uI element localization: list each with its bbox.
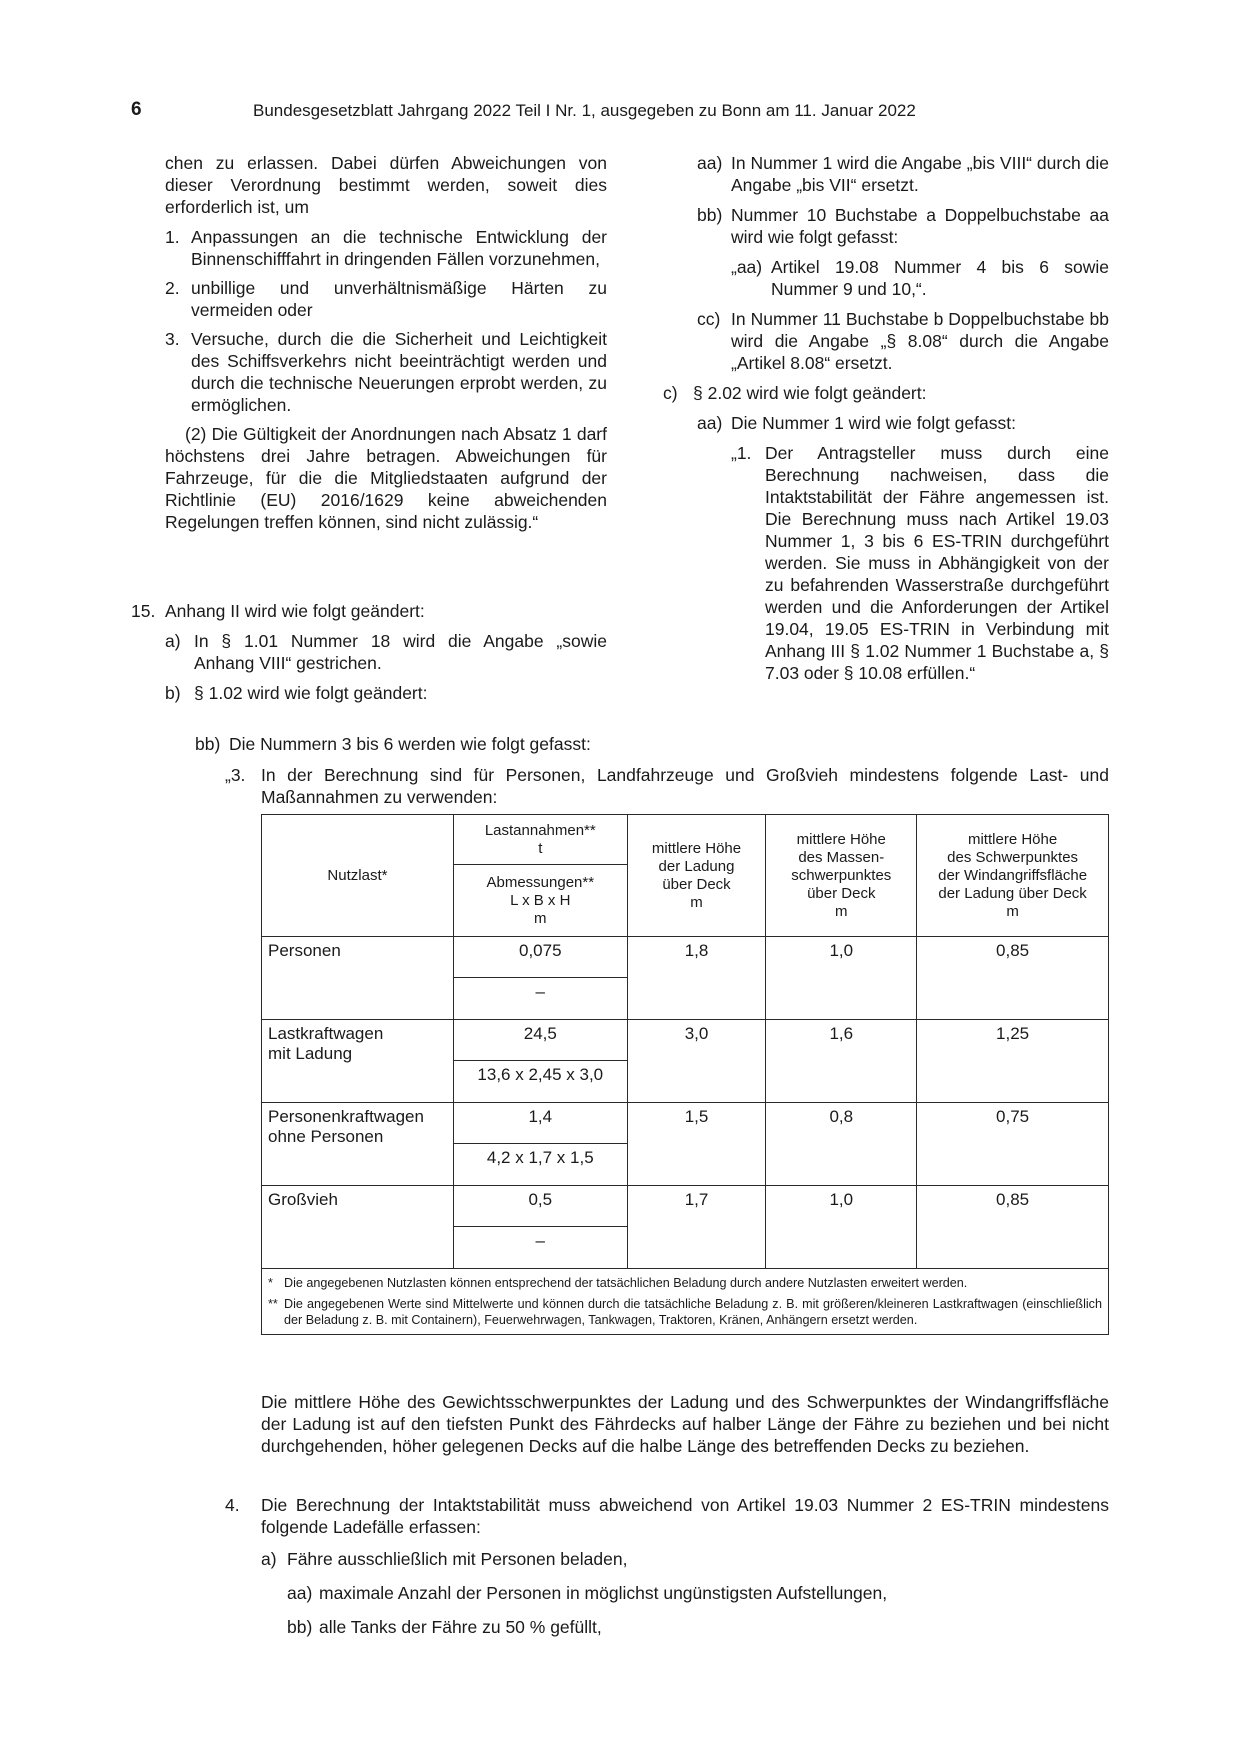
cell-abmessungen: – bbox=[453, 978, 627, 1020]
cell-last: 24,5 bbox=[453, 1020, 627, 1061]
cell-hoehe-masse: 0,8 bbox=[766, 1103, 917, 1186]
list-number: 1. bbox=[165, 227, 180, 247]
item-bb-lower bbox=[195, 733, 1109, 755]
item-text: Anhang II wird wie folgt geändert: bbox=[165, 601, 425, 621]
item-number: 15. bbox=[131, 601, 156, 621]
item-number: „3. bbox=[225, 765, 246, 785]
item-c-aa bbox=[697, 412, 1109, 434]
footnote-text: Die angegebenen Werte sind Mittelwerte und können durch die tatsächliche Beladung z. B. mit größeren/kleineren Lastkraftwagen (einschließlich der Beladung z. B. mit Containern), Feuerwehrwagen, Tankwagen, Traktoren, Kränen, Anhängern ersetzt werden. bbox=[284, 1297, 1102, 1327]
item-15-block bbox=[131, 600, 607, 704]
header-hoehe-windangriff: mittlere Höhe des Schwerpunktes der Windangriffsfläche der Ladung über Deck m bbox=[917, 815, 1109, 937]
intro-paragraph: chen zu erlassen. Dabei dürfen Abweichungen von dieser Verordnung bestimmt werden, soweit dies erforderlich ist, um bbox=[165, 153, 607, 217]
item-3-block bbox=[225, 764, 1109, 808]
cell-hoehe-wind: 0,85 bbox=[917, 1186, 1109, 1269]
paragraph-2: (2) Die Gültigkeit der Anordnungen nach Absatz 1 darf höchstens drei Jahre betragen. Abweichungen für Fahrzeuge, für die die Mitgliedstaaten aufgrund der Richtlinie (EU) 2016/1629 keine abweichenden Regelungen treffen können, sind nicht zulässig.“ bbox=[165, 424, 607, 532]
list-item bbox=[165, 226, 607, 270]
footnote-mark: * bbox=[268, 1276, 273, 1290]
item-aa bbox=[697, 152, 1109, 196]
footnote-mark: ** bbox=[268, 1297, 278, 1311]
item-4a-aa bbox=[287, 1582, 1109, 1604]
cell-nutzlast: Lastkraftwagen mit Ladung bbox=[262, 1020, 454, 1103]
list-number: 2. bbox=[165, 278, 180, 298]
cell-hoehe-ladung: 1,8 bbox=[627, 937, 766, 1020]
item-number: a) bbox=[261, 1549, 277, 1569]
item-text: In Nummer 1 wird die Angabe „bis VIII“ durch die Angabe „bis VII“ ersetzt. bbox=[731, 153, 1109, 195]
table-row bbox=[262, 1103, 1109, 1144]
header-lastannahmen: Lastannahmen** t bbox=[453, 815, 627, 865]
item-15a bbox=[165, 630, 607, 674]
item-text: Die Nummer 1 wird wie folgt gefasst: bbox=[731, 413, 1016, 433]
cell-last: 1,4 bbox=[453, 1103, 627, 1144]
item-bb-quote bbox=[731, 256, 1109, 300]
item-number: 4. bbox=[225, 1495, 240, 1515]
cell-hoehe-wind: 0,85 bbox=[917, 937, 1109, 1020]
item-number: „aa) bbox=[731, 257, 763, 277]
footnote bbox=[268, 1275, 1102, 1291]
page-number: 6 bbox=[131, 99, 142, 120]
list-text: unbillige und unverhältnismäßige Härten zu vermeiden oder bbox=[191, 278, 607, 320]
item-number: aa) bbox=[697, 153, 723, 173]
item-number: bb) bbox=[195, 734, 221, 754]
list-item bbox=[165, 277, 607, 321]
load-table bbox=[261, 814, 1109, 1335]
item-bb bbox=[697, 204, 1109, 248]
item-text: § 1.02 wird wie folgt geändert: bbox=[194, 683, 428, 703]
item-number: a) bbox=[165, 631, 181, 651]
list-number: 3. bbox=[165, 329, 180, 349]
item-c-aa-quote bbox=[731, 442, 1109, 684]
item-text: Der Antragsteller muss durch eine Berechnung nachweisen, dass die Intaktstabilität der Fähre angemessen ist. Die Berechnung muss nach Artikel 19.03 Nummer 1, 3 bis 6 ES-TRIN durchgeführt werden. Sie muss in Abhängigkeit von der zu befahrenden Wasserstraße durchgeführt werden und die Anforderungen der Artikel 19.04, 19.05 ES-TRIN in Verbindung mit Anhang III § 1.02 Nummer 1 Buchstabe a, § 7.03 oder § 10.08 erfüllen.“ bbox=[765, 443, 1109, 683]
item-4 bbox=[225, 1494, 1109, 1538]
footnote-text: Die angegebenen Nutzlasten können entsprechend der tatsächlichen Beladung durch andere Nutzlasten erweitert werden. bbox=[284, 1276, 968, 1290]
item-text: Die Berechnung der Intaktstabilität muss abweichend von Artikel 19.03 Nummer 2 ES-TRIN mindestens folgende Ladefälle erfassen: bbox=[261, 1495, 1109, 1537]
cell-hoehe-ladung: 3,0 bbox=[627, 1020, 766, 1103]
item-text: Fähre ausschließlich mit Personen beladen, bbox=[287, 1549, 628, 1569]
cell-hoehe-masse: 1,0 bbox=[766, 937, 917, 1020]
page-header-title: Bundesgesetzblatt Jahrgang 2022 Teil I Nr. 1, ausgegeben zu Bonn am 11. Januar 2022 bbox=[253, 101, 916, 120]
footnote bbox=[268, 1296, 1102, 1328]
cell-hoehe-ladung: 1,7 bbox=[627, 1186, 766, 1269]
right-column bbox=[663, 152, 1109, 684]
item-text: Artikel 19.08 Nummer 4 bis 6 sowie Nummer 9 und 10,“. bbox=[771, 257, 1109, 299]
item-number: cc) bbox=[697, 309, 721, 329]
cell-last: 0,5 bbox=[453, 1186, 627, 1227]
item-text: In § 1.01 Nummer 18 wird die Angabe „sowie Anhang VIII“ gestrichen. bbox=[194, 631, 607, 673]
cell-hoehe-masse: 1,6 bbox=[766, 1020, 917, 1103]
table-row bbox=[262, 1186, 1109, 1227]
item-4-block bbox=[225, 1494, 1109, 1638]
after-table-paragraph: Die mittlere Höhe des Gewichtsschwerpunktes der Ladung und des Schwerpunktes der Windangriffsfläche der Ladung ist auf den tiefsten Punkt des Fährdecks auf halber Länge der Fähre zu beziehen und bei nicht durchgehenden, höher gelegenen Decks auf die halbe Länge des betreffenden Decks zu beziehen. bbox=[261, 1392, 1109, 1456]
cell-hoehe-masse: 1,0 bbox=[766, 1186, 917, 1269]
cell-abmessungen: 4,2 x 1,7 x 1,5 bbox=[453, 1144, 627, 1186]
table-row bbox=[262, 937, 1109, 978]
item-number: aa) bbox=[697, 413, 723, 433]
item-number: bb) bbox=[697, 205, 723, 225]
header-hoehe-massenschwerpunkt: mittlere Höhe des Massen- schwerpunktes über Deck m bbox=[766, 815, 917, 937]
item-4a-bb bbox=[287, 1616, 1109, 1638]
cell-hoehe-ladung: 1,5 bbox=[627, 1103, 766, 1186]
item-15b bbox=[165, 682, 607, 704]
item-text: Die Nummern 3 bis 6 werden wie folgt gefasst: bbox=[229, 734, 591, 754]
table-footnotes bbox=[261, 1269, 1109, 1335]
table-row bbox=[262, 1020, 1109, 1061]
item-text: maximale Anzahl der Personen in möglichst ungünstigsten Aufstellungen, bbox=[319, 1583, 888, 1603]
cell-abmessungen: 13,6 x 2,45 x 3,0 bbox=[453, 1061, 627, 1103]
item-3 bbox=[225, 764, 1109, 808]
header-abmessungen: Abmessungen** L x B x H m bbox=[453, 865, 627, 937]
cell-nutzlast: Großvieh bbox=[262, 1186, 454, 1269]
item-text: § 2.02 wird wie folgt geändert: bbox=[693, 383, 927, 403]
item-number: b) bbox=[165, 683, 181, 703]
item-text: Nummer 10 Buchstabe a Doppelbuchstabe aa wird wie folgt gefasst: bbox=[731, 205, 1109, 247]
list-text: Anpassungen an die technische Entwicklung der Binnenschifffahrt in dringenden Fällen vorzunehmen, bbox=[191, 227, 607, 269]
cell-nutzlast: Personenkraftwagen ohne Personen bbox=[262, 1103, 454, 1186]
list-item bbox=[165, 328, 607, 416]
header-hoehe-ladung: mittlere Höhe der Ladung über Deck m bbox=[627, 815, 766, 937]
cell-hoehe-wind: 1,25 bbox=[917, 1020, 1109, 1103]
cell-nutzlast: Personen bbox=[262, 937, 454, 1020]
item-15 bbox=[131, 600, 607, 622]
left-column bbox=[165, 152, 607, 533]
item-number: c) bbox=[663, 383, 678, 403]
item-number: aa) bbox=[287, 1583, 313, 1603]
list-text: Versuche, durch die die Sicherheit und Leichtigkeit des Schiffsverkehrs nicht beeinträchtigt werden und durch die technische Neuerungen erprobt werden, zu ermöglichen. bbox=[191, 329, 607, 415]
item-text: In der Berechnung sind für Personen, Landfahrzeuge und Großvieh mindestens folgende Last- und Maßannahmen zu verwenden: bbox=[261, 765, 1109, 807]
cell-hoehe-wind: 0,75 bbox=[917, 1103, 1109, 1186]
cell-last: 0,075 bbox=[453, 937, 627, 978]
cell-abmessungen: – bbox=[453, 1227, 627, 1269]
item-text: alle Tanks der Fähre zu 50 % gefüllt, bbox=[319, 1617, 602, 1637]
item-cc bbox=[697, 308, 1109, 374]
item-c bbox=[663, 382, 1109, 404]
header-nutzlast: Nutzlast* bbox=[262, 815, 454, 937]
item-number: „1. bbox=[731, 443, 752, 463]
item-lower-bb bbox=[195, 733, 1109, 755]
item-number: bb) bbox=[287, 1617, 313, 1637]
item-text: In Nummer 11 Buchstabe b Doppelbuchstabe bb wird die Angabe „§ 8.08“ durch die Angabe „Artikel 8.08“ ersetzt. bbox=[731, 309, 1109, 373]
item-4a bbox=[261, 1548, 1109, 1570]
